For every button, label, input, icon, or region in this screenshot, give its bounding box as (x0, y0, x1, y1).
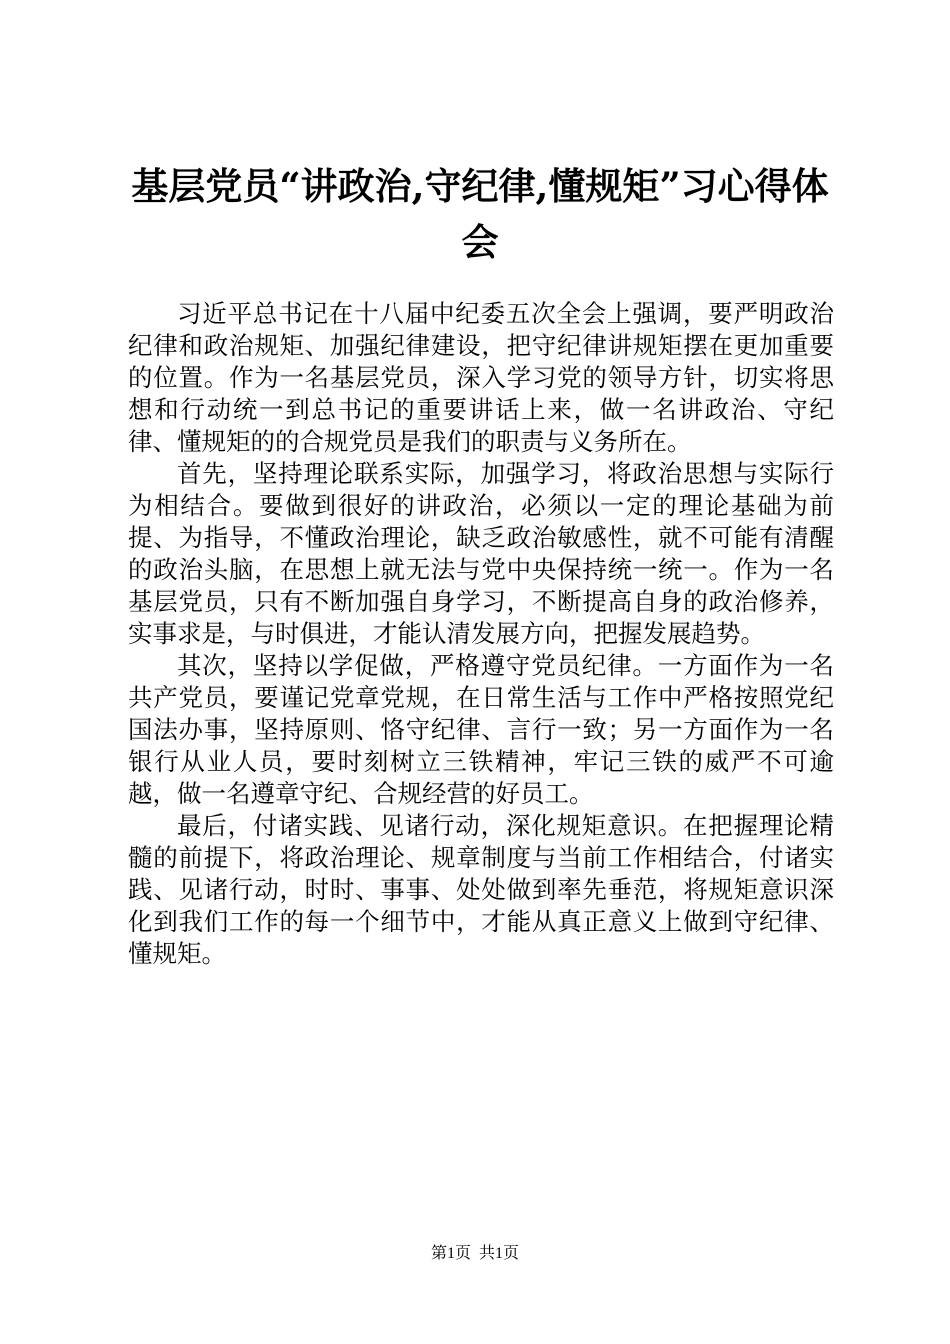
paragraph-2: 首先，坚持理论联系实际，加强学习，将政治思想与实际行为相结合。要做到很好的讲政治，必须以一定的理论基础为前提、为指导，不懂政治理论，缺乏政治敏感性，就不可能有清醒的政治头脑，在思想上就无法与党中央保持统一统一。作为一名基层党员，只有不断加强自身学习，不断提高自身的政治修养，实事求是，与时俱进，才能认清发展方向，把握发展趋势。 (128, 459, 834, 648)
paragraph-4: 最后，付诸实践、见诸行动，深化规矩意识。在把握理论精髓的前提下，将政治理论、规章制度与当前工作相结合，付诸实践、见诸行动，时时、事事、处处做到率先垂范，将规矩意识深化到我们工作的每一个细节中，才能从真正意义上做到守纪律、懂规矩。 (128, 811, 834, 968)
paragraph-3: 其次，坚持以学促做，严格遵守党员纪律。一方面作为一名共产党员，要谨记党章党规，在日常生活与工作中严格按照党纪国法办事，坚持原则、恪守纪律、言行一致；另一方面作为一名银行从业人员，要时刻树立三铁精神，牢记三铁的威严不可逾越，做一名遵章守纪、合规经营的好员工。 (128, 651, 834, 808)
page-footer: 第1页 共1页 (430, 1245, 519, 1262)
document-title: 基层党员“讲政治,守纪律,懂规矩”习心得体会 (131, 164, 829, 264)
paragraph-1: 习近平总书记在十八届中纪委五次全会上强调，要严明政治纪律和政治规矩、加强纪律建设，把守纪律讲规矩摆在更加重要的位置。作为一名基层党员，深入学习党的领导方针，切实将思想和行动统一到总书记的重要讲话上来，做一名讲政治、守纪律、懂规矩的的合规党员是我们的职责与义务所在。 (128, 299, 834, 456)
document-body (128, 298, 834, 970)
